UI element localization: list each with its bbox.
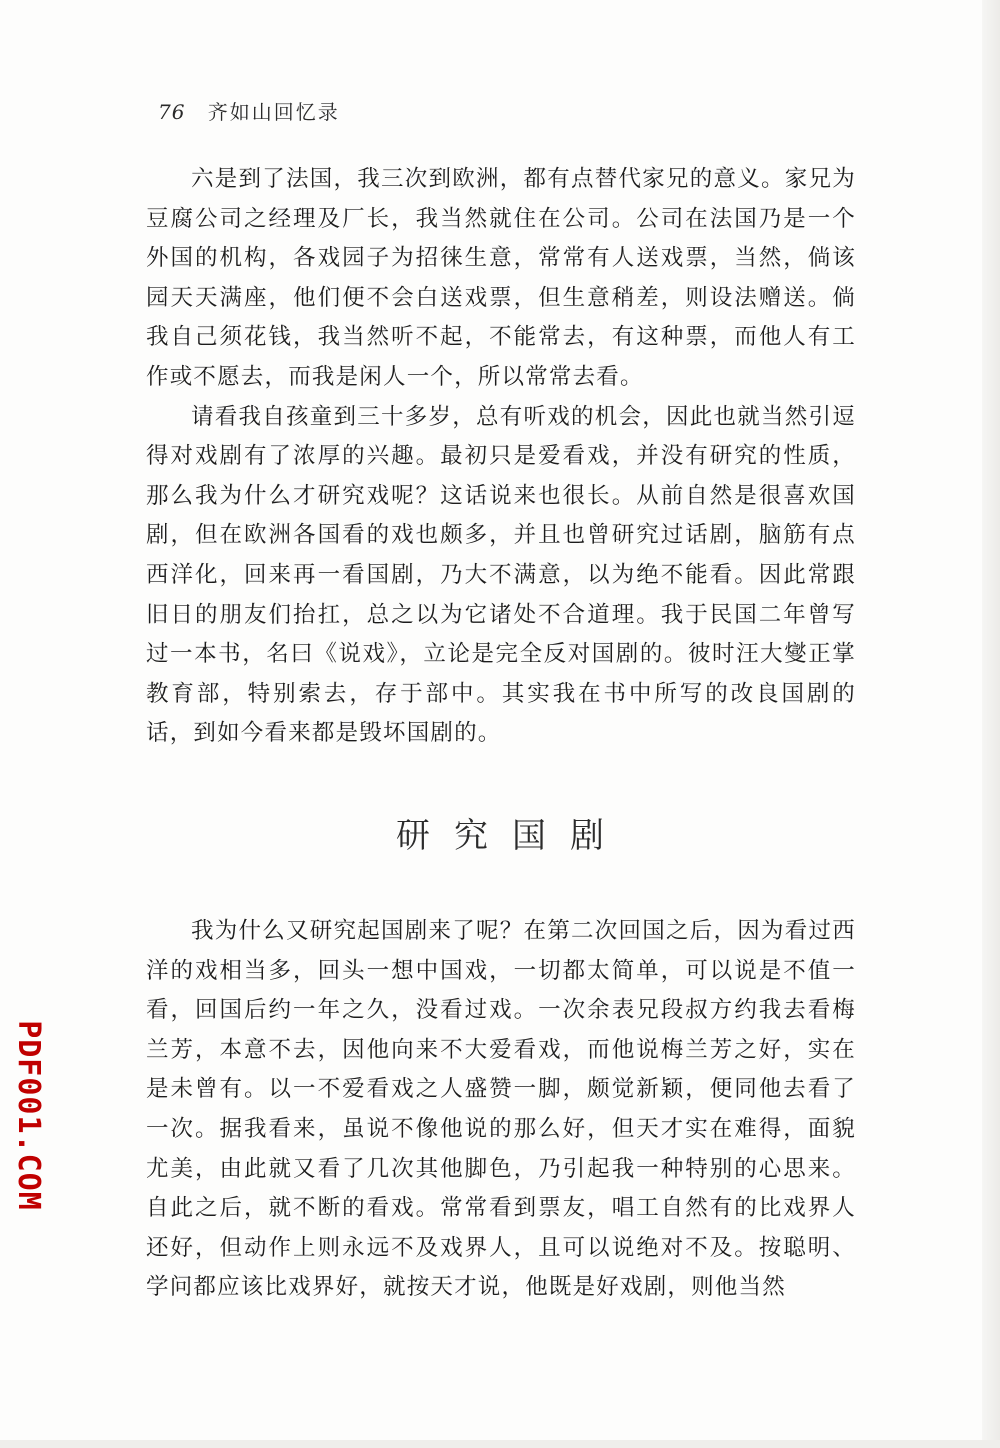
book-title: 齐如山回忆录: [207, 100, 340, 124]
page-bottom-edge: [0, 1440, 1000, 1448]
paragraph: 我为什么又研究起国剧来了呢？在第二次回国之后，因为看过西洋的戏相当多，回头一想中国戏，一切都太简单，可以说是不值一看，回国后约一年之久，没看过戏。一次余表兄段叔方约我去看梅兰芳，本意不去，因他向来不大爱看戏，而他说梅兰芳之好，实在是未曾有。以一不爱看戏之人盛赞一脚，颇觉新颖，便同他去看了一次。据我看来，虽说不像他说的那么好，但天才实在难得，面貌尤美，由此就又看了几次其他脚色，乃引起我一种特别的心思来。自此之后，就不断的看戏。常常看到票友，唱工自然有的比戏界人还好，但动作上则永远不及戏界人，且可以说绝对不及。按聪明、学问都应该比戏界好，就按天才说，他既是好戏剧，则他当然: [146, 918, 856, 1301]
page-edge-shadow: [982, 0, 1000, 1448]
paragraph: 六是到了法国，我三次到欧洲，都有点替代家兄的意义。家兄为豆腐公司之经理及厂长，我当然就住在公司。公司在法国乃是一个外国的机构，各戏园子为招徕生意，常常有人送戏票，当然，倘该园天天满座，他们便不会白送戏票，但生意稍差，则设法赠送。倘我自己须花钱，我当然听不起，不能常去，有这种票，而他人有工作或不愿去，而我是闲人一个，所以常常去看。: [146, 166, 856, 390]
section-heading: 研究国剧: [396, 816, 628, 856]
running-head: [158, 96, 340, 125]
body-text-top: [146, 160, 856, 754]
watermark-text: PDF001.COM: [10, 1019, 46, 1211]
page-number: 76: [158, 100, 186, 124]
watermark: [4, 1010, 52, 1220]
body-text-bottom: [146, 912, 856, 1308]
paragraph: 请看我自孩童到三十多岁，总有听戏的机会，因此也就当然引逗得对戏剧有了浓厚的兴趣。最初只是爱看戏，并没有研究的性质，那么我为什么才研究戏呢？这话说来也很长。从前自然是很喜欢国剧，但在欧洲各国看的戏也颇多，并且也曾研究过话剧，脑筋有点西洋化，回来再一看国剧，乃大不满意，以为绝不能看。因此常跟旧日的朋友们抬扛，总之以为它诸处不合道理。我于民国二年曾写过一本书，名曰《说戏》，立论是完全反对国剧的。彼时汪大燮正掌教育部，特别索去，存于部中。其实我在书中所写的改良国剧的话，到如今看来都是毁坏国剧的。: [146, 403, 856, 747]
